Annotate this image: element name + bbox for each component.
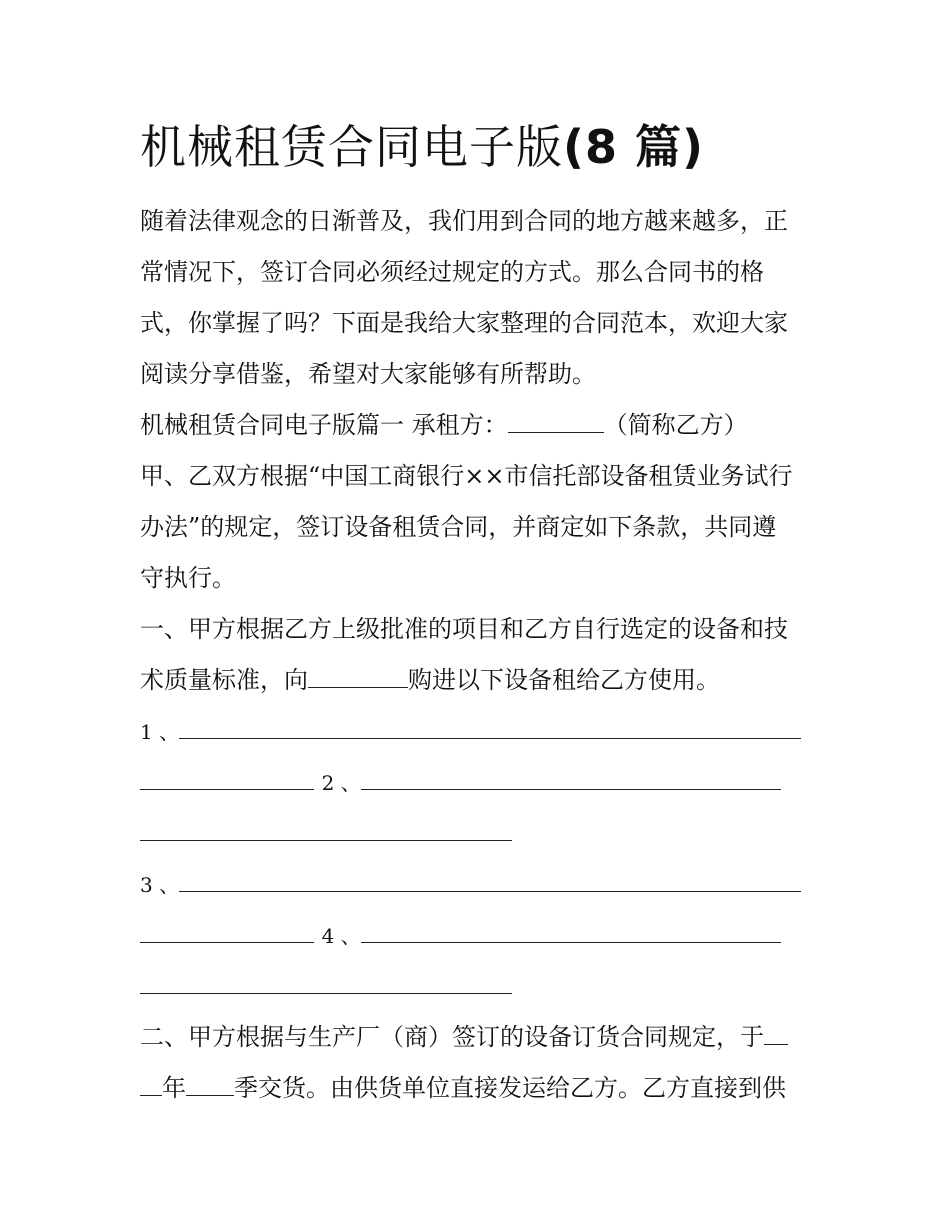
item4-blank xyxy=(361,920,781,943)
section1-heading-text: 机械租赁合同电子版篇一 承租方： xyxy=(140,411,508,439)
equipment-item-4 xyxy=(140,910,812,960)
section1-heading-tail: （简称乙方） xyxy=(603,411,748,439)
title-suffix: (8 篇) xyxy=(563,120,705,174)
season-blank xyxy=(186,1073,234,1096)
title-main: 机械租赁合同电子版 xyxy=(140,120,563,174)
para-c-text-1: 二、甲方根据与生产厂（商）签订的设备订货合同规定，于 xyxy=(140,1023,764,1051)
item3-blank xyxy=(179,869,801,892)
item2-blank xyxy=(361,767,781,790)
para-c-text-2: 季交货。由供货单位直接发运给乙方。乙方直接到供 xyxy=(234,1074,786,1102)
para-b-line-2 xyxy=(140,655,812,705)
item3-label: 3 、 xyxy=(140,873,180,897)
supplier-blank xyxy=(308,665,408,688)
year-blank-b xyxy=(140,1073,162,1096)
equipment-item-1 xyxy=(140,706,812,756)
intro-line-1: 随着法律观念的日渐普及，我们用到合同的地方越来越多，正 xyxy=(140,207,788,235)
equipment-item-4-cont xyxy=(140,961,812,1011)
item4-label: 4 、 xyxy=(321,924,361,948)
equipment-item-3 xyxy=(140,859,812,909)
para-a-line-1: 甲、乙双方根据“中国工商银行××市信托部设备租赁业务试行 xyxy=(140,462,793,490)
equipment-item-2 xyxy=(140,757,812,807)
item2-label: 2 、 xyxy=(321,771,361,795)
para-c-line-1 xyxy=(140,1012,812,1062)
item1-label: 1 、 xyxy=(140,720,180,744)
para-b-text-b: 购进以下设备租给乙方使用。 xyxy=(408,666,720,694)
para-c-year: 年 xyxy=(162,1074,186,1102)
para-b-line-1: 一、甲方根据乙方上级批准的项目和乙方自行选定的设备和技 xyxy=(140,615,788,643)
item1-blank-cont xyxy=(140,767,314,790)
intro-line-4: 阅读分享借鉴，希望对大家能够有所帮助。 xyxy=(140,360,596,388)
year-blank-a xyxy=(764,1022,788,1045)
document-title xyxy=(140,112,840,182)
item2-blank-cont xyxy=(140,818,512,841)
para-a-line-2: 办法”的规定，签订设备租赁合同，并商定如下条款，共同遵 xyxy=(140,513,777,541)
item1-blank xyxy=(179,716,801,739)
equipment-item-2-cont xyxy=(140,808,812,858)
para-a-line-3: 守执行。 xyxy=(140,564,236,592)
para-c-line-2 xyxy=(140,1063,812,1113)
item3-blank-cont xyxy=(140,920,314,943)
intro-line-2: 常情况下，签订合同必须经过规定的方式。那么合同书的格 xyxy=(140,258,764,286)
item4-blank-cont xyxy=(140,971,512,994)
para-b-text-a: 术质量标准，向 xyxy=(140,666,308,694)
intro-line-3: 式，你掌握了吗？下面是我给大家整理的合同范本，欢迎大家 xyxy=(140,309,788,337)
section1-heading xyxy=(140,400,812,450)
lessee-blank xyxy=(508,410,604,433)
